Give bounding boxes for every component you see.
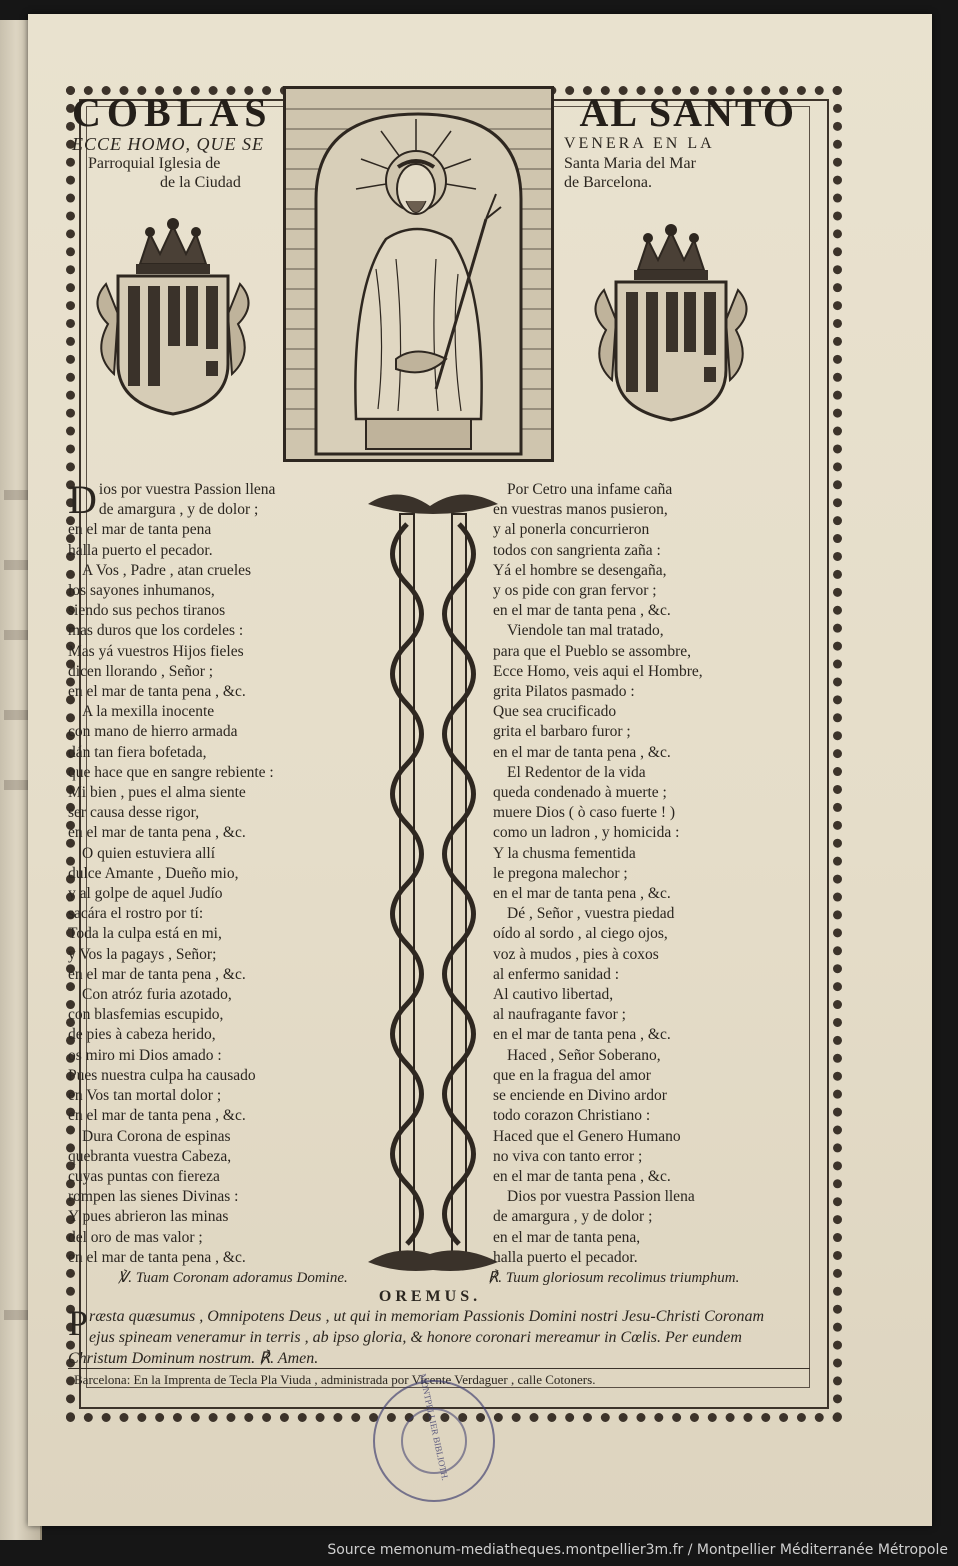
subtitle-right-1: VENERA EN LA <box>564 135 715 152</box>
poem-line: Y la chusma fementida <box>493 844 636 862</box>
poem-line: cuyas puntas con fiereza <box>68 1167 220 1185</box>
coat-of-arms-right <box>576 220 766 440</box>
poem-line: todo corazon Christiano : <box>493 1107 651 1125</box>
poem-line: rompen las sienes Divinas : <box>68 1188 239 1206</box>
poem-line: en el mar de tanta pena , &c. <box>68 683 246 701</box>
poem-line: de amargura , y de dolor ; <box>493 1208 653 1226</box>
poem-line: en el mar de tanta pena , &c. <box>493 1026 671 1044</box>
poem-line: y Vos la pagays , Señor; <box>68 945 217 963</box>
poem-dropcap: D <box>68 477 97 522</box>
subtitle-left-3: de la Ciudad <box>160 174 241 191</box>
poem-line: grita el barbaro furor ; <box>493 723 631 741</box>
poem-line: de amargura , y de dolor ; <box>98 501 259 519</box>
title-right: AL SANTO <box>579 90 796 135</box>
poem-line: grita Pilatos pasmado : <box>493 683 635 701</box>
poem-line: en el mar de tanta pena , &c. <box>68 1248 246 1266</box>
imprint-rule <box>68 1368 810 1369</box>
poem-line: siendo sus pechos tiranos <box>68 602 226 620</box>
poem-line: le pregona malechor ; <box>493 864 628 882</box>
poem-line: dulce Amante , Dueño mio, <box>68 864 239 882</box>
poem-line: todos con sangrienta zaña : <box>493 541 661 559</box>
poem-line: dán tan fiera bofetada, <box>68 743 207 761</box>
poem-line: Pues nuestra culpa ha causado <box>68 1066 256 1084</box>
source-credit: Source memonum-mediatheques.montpellier3m.fr / Montpellier Méditerranée Métropole <box>327 1542 948 1558</box>
poem-line: os miro mi Dios amado : <box>68 1046 222 1064</box>
poem-line: oído al sordo , al ciego ojos, <box>493 925 668 943</box>
poem-line: halla puerto el pecador. <box>493 1248 638 1266</box>
title-right-block <box>564 92 796 192</box>
poem-left-column <box>68 477 378 1268</box>
poem-line: con mano de hierro armada <box>68 723 238 741</box>
poem-line: Yá el hombre se desengaña, <box>493 561 667 579</box>
oremus-prayer <box>68 1303 788 1369</box>
poem-line: mas duros que los cordeles : <box>68 622 244 640</box>
document-page <box>28 14 932 1526</box>
title-left-block <box>72 92 312 192</box>
poem-line: de pies à cabeza herido, <box>68 1026 216 1044</box>
poem-line: halla puerto el pecador. <box>68 541 213 559</box>
poem-line: no viva con tanto error ; <box>493 1147 643 1165</box>
poem-line: Que sea crucificado <box>493 703 617 721</box>
versicle: ℣. Tuam Coronam adoramus Domine. <box>118 1270 348 1286</box>
poem-line: Ecce Homo, veis aqui el Hombre, <box>493 662 703 680</box>
poem-line: Dios por vuestra Passion llena <box>507 1188 695 1206</box>
subtitle-right-2: Santa Maria del Mar <box>564 155 696 172</box>
poem-line: Y pues abrieron las minas <box>68 1208 229 1226</box>
poem-line: A la mexilla inocente <box>82 703 215 721</box>
poem-line: Viendole tan mal tratado, <box>507 622 664 640</box>
poem-line: ser causa desse rigor, <box>68 804 200 822</box>
poem-line: para que el Pueblo se assombre, <box>493 642 691 660</box>
poem-line: con blasfemias escupido, <box>68 1006 224 1024</box>
poem-line: Haced que el Genero Humano <box>493 1127 681 1145</box>
poem-line: queda condenado à muerte ; <box>493 784 667 802</box>
versicle-line <box>118 1268 798 1287</box>
poem-line: y os pide con gran fervor ; <box>493 582 657 600</box>
poem-line: dicen llorando , Señor ; <box>68 662 214 680</box>
poem-line: que hace que en sangre rebiente : <box>68 763 274 781</box>
poem-line: Mi bien , pues el alma siente <box>68 784 246 802</box>
poem-line: y al golpe de aquel Judío <box>68 885 223 903</box>
ecce-homo-woodcut <box>283 86 554 462</box>
poem-line: ios por vuestra Passion llena <box>98 481 276 498</box>
poem-line: en el mar de tanta pena, <box>493 1228 641 1246</box>
poem-line: Toda la culpa está en mi, <box>68 925 222 943</box>
poem-line: Con atróz furia azotado, <box>82 986 232 1004</box>
poem-line: en el mar de tanta pena , &c. <box>68 965 246 983</box>
poem-line: del oro de mas valor ; <box>68 1228 203 1246</box>
poem-line: en vuestras manos pusieron, <box>493 501 668 519</box>
poem-line: O quien estuviera allí <box>82 844 215 862</box>
poem-line: Haced , Señor Soberano, <box>507 1046 661 1064</box>
subtitle-right-3: de Barcelona. <box>564 174 652 191</box>
poem-line: en el mar de tanta pena , &c. <box>493 602 671 620</box>
response: ℟. Tuum gloriosum recolimus triumphum. <box>488 1270 740 1286</box>
poem-line: Por Cetro una infame caña <box>507 481 673 498</box>
poem-line: quebranta vuestra Cabeza, <box>68 1147 232 1165</box>
poem-right-column <box>493 480 813 1268</box>
poem-line: sacára el rostro por tí: <box>68 905 204 923</box>
oremus-text: ræsta quæsumus , Omnipotens Deus , ut qui in memoriam Passionis Domini nostri Jesu-Christi Coronam ejus spineam veneramur in terris , ab ipso gloria, & honore coronari mereamur in Cœlis. Per eundem Christum Dominum nostrum. ℟. Amen. <box>68 1308 765 1367</box>
poem-line: los sayones inhumanos, <box>68 582 215 600</box>
poem-line: Dura Corona de espinas <box>82 1127 231 1145</box>
poem-line: en el mar de tanta pena , &c. <box>68 1107 246 1125</box>
poem-line: en el mar de tanta pena , &c. <box>68 824 246 842</box>
poem-line: como un ladron , y homicida : <box>493 824 680 842</box>
poem-line: El Redentor de la vida <box>507 763 646 781</box>
imprint-line: Barcelona: En la Imprenta de Tecla Pla Viuda , administrada por Vicente Verdaguer , calle Cotoners. <box>74 1372 596 1387</box>
oremus-dropcap: P <box>68 1303 89 1343</box>
ornamental-column <box>358 484 508 1274</box>
poem-line: en el mar de tanta pena , &c. <box>493 743 671 761</box>
oremus-heading: OREMUS. <box>378 1288 482 1305</box>
poem-line: voz à mudos , pies à coxos <box>493 945 659 963</box>
poem-line: al enfermo sanidad : <box>493 965 620 983</box>
poem-line: muere Dios ( ò caso fuerte ! ) <box>493 804 676 822</box>
poem-line: se enciende en Divino ardor <box>493 1087 667 1105</box>
poem-line: que en la fragua del amor <box>493 1066 651 1084</box>
title-left: COBLAS <box>72 90 273 135</box>
stamp-text: MONTPELLIER BIBLIOTH. <box>417 1372 451 1482</box>
poem-line: Mas yá vuestros Hijos fieles <box>68 642 244 660</box>
poem-line: al naufragante favor ; <box>493 1006 626 1024</box>
poem-line: en Vos tan mortal dolor ; <box>68 1087 222 1105</box>
poem-line: en el mar de tanta pena <box>68 521 212 539</box>
poem-line: Dé , Señor , vuestra piedad <box>507 905 675 923</box>
poem-line: Al cautivo libertad, <box>493 986 614 1004</box>
poem-line: en el mar de tanta pena , &c. <box>493 1167 671 1185</box>
subtitle-left-1: ECCE HOMO, QUE SE <box>72 134 264 154</box>
subtitle-left-2: Parroquial Iglesia de <box>88 155 221 172</box>
poem-line: en el mar de tanta pena , &c. <box>493 885 671 903</box>
woodcut-illustration <box>286 89 551 459</box>
poem-line: A Vos , Padre , atan crueles <box>82 561 252 579</box>
coat-of-arms-left <box>78 214 268 434</box>
poem-line: y al ponerla concurrieron <box>493 521 650 539</box>
library-stamp <box>373 1372 495 1502</box>
